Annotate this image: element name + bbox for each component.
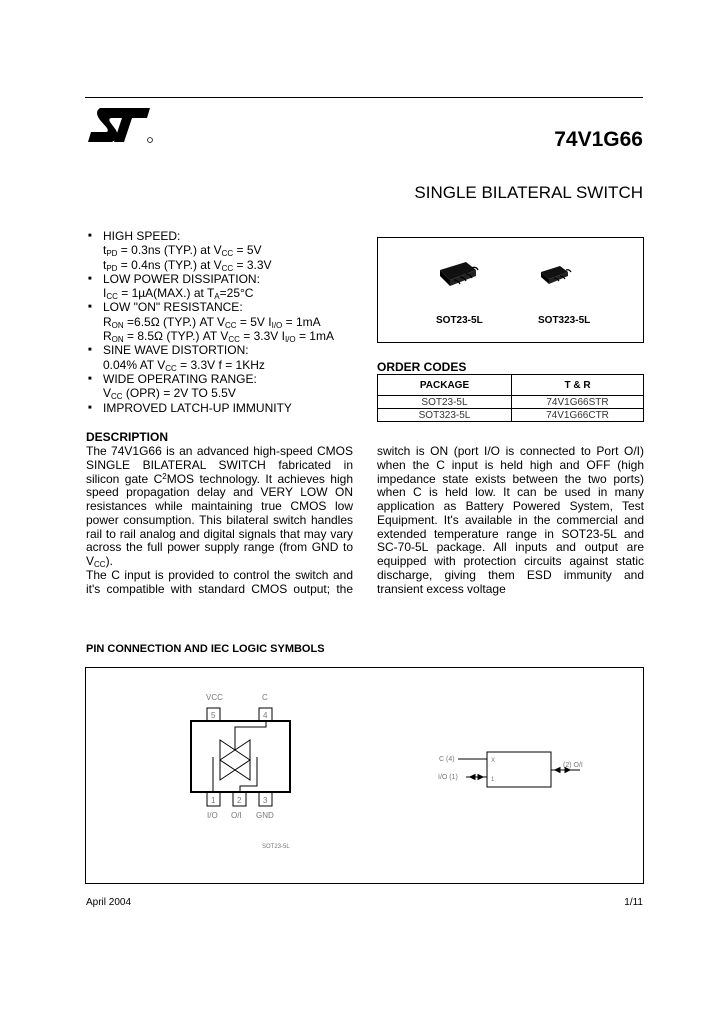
text-run: I/O [271, 320, 283, 330]
iec-logic-symbol [458, 752, 580, 787]
text-run: CC [106, 292, 118, 302]
text-run: HIGH SPEED: [103, 229, 181, 243]
package-label-sot23: SOT23-5L [436, 315, 483, 326]
column-header-package: PACKAGE [378, 375, 512, 396]
text-run: CC [94, 560, 106, 569]
text-run: t [103, 257, 107, 272]
logic-input-c: C (4) [439, 756, 455, 763]
footer-date: April 2004 [86, 897, 132, 908]
text-run: 2 [162, 471, 167, 481]
text-run: WIDE OPERATING RANGE: [103, 371, 257, 386]
pin-label-vcc: VCC [206, 693, 223, 702]
package-caption: SOT23-5L [262, 844, 290, 850]
text-run: =6.5Ω (TYP.) AT V [123, 314, 226, 329]
text-run: = 1mA [295, 329, 334, 344]
bullet-icon: ■ [88, 233, 92, 239]
text-run: = 1mA [282, 314, 321, 329]
order-code-cell: 74V1G66CTR [512, 409, 644, 422]
pin-connection-title: PIN CONNECTION AND IEC LOGIC SYMBOLS [86, 643, 325, 655]
bullet-icon: ■ [88, 347, 92, 354]
pin-label-io: I/O [207, 811, 218, 820]
logic-input-io: I/O (1) [438, 774, 458, 781]
text-run: 0.04% AT V [103, 357, 166, 372]
text-run: V [103, 386, 112, 401]
text-run: The 74V1G66 is an advanced high-speed CMOS [86, 444, 353, 458]
text-run: PD [106, 263, 118, 273]
text-run: The C input is provided to control the switch and [86, 567, 353, 582]
text-run: = 0.3ns (TYP.) at V [117, 243, 222, 258]
text-run: transient excess voltage [377, 581, 506, 596]
pin-label-oi: O/I [231, 811, 242, 820]
text-run: Equipment. It's available in the commercial and [377, 512, 644, 527]
text-run: = 8.5Ω (TYP.) AT V [123, 329, 229, 344]
text-run: (OPR) = 2V TO 5.5V [122, 386, 236, 401]
text-run: = 5V [233, 243, 262, 258]
text-run: PD [106, 249, 118, 259]
logic-pin-x: X [491, 758, 496, 764]
text-run: LOW "ON" RESISTANCE: [103, 300, 243, 315]
text-run: R [103, 314, 112, 329]
text-run: ON [111, 335, 124, 345]
text-run: extended temperature range in SOT23-5L and [377, 526, 644, 541]
text-run: MOS technology. It achieves high [166, 471, 353, 486]
text-run: = 5V I [236, 314, 272, 329]
text-run: speed propagation delay and VERY LOW ON [86, 485, 353, 500]
pin-number-1: 1 [211, 796, 216, 805]
text-run: silicon gate C [86, 471, 163, 486]
text-run: it's compatible with standard CMOS output; the [86, 581, 353, 596]
text-run: CC [228, 335, 240, 345]
pin-number-5: 5 [211, 711, 216, 720]
package-outline [191, 708, 290, 806]
text-run: ). [105, 554, 113, 568]
package-cell: SOT323-5L [378, 409, 512, 422]
text-run: A [214, 292, 220, 302]
text-run: across the full power supply range (from GND to [86, 540, 353, 555]
part-number: 74V1G66 [554, 128, 643, 151]
text-run: IMPROVED LATCH-UP IMMUNITY [103, 400, 292, 415]
description-title: DESCRIPTION [86, 430, 169, 444]
text-run: CC [225, 320, 237, 330]
order-codes-title: ORDER CODES [377, 360, 467, 374]
text-run: V [86, 554, 95, 568]
pin-number-4: 4 [263, 711, 268, 720]
text-run: switch is ON (port I/O is connected to Port O/I) [377, 444, 644, 458]
text-run: = 0.4ns (TYP.) at V [117, 257, 222, 272]
text-run: I/O [284, 335, 296, 345]
text-run: when C is held low. It can be used in many [377, 485, 644, 500]
text-run: = 3.3V I [239, 329, 285, 344]
text-run: I [103, 286, 107, 301]
text-run: when the C input is held high and OFF (high [377, 457, 644, 472]
logic-output-oi: (2) O/I [563, 762, 583, 769]
text-run: CC [221, 249, 234, 259]
text-run: CC [165, 363, 177, 373]
order-code-cell: 74V1G66STR [512, 396, 644, 409]
pin-label-c: C [262, 693, 268, 702]
package-label-sot323: SOT323-5L [538, 315, 591, 326]
text-run: equipped with protection circuits against static [377, 554, 644, 568]
pin-number-3: 3 [263, 796, 268, 805]
text-run: =25°C [219, 286, 254, 301]
text-run: resistances while maintaining true CMOS low [86, 499, 353, 513]
bullet-icon: ■ [88, 304, 92, 311]
document-subtitle: SINGLE BILATERAL SWITCH [414, 183, 643, 202]
text-run: = 1µA(MAX.) at T [117, 286, 215, 301]
text-run: impedance state exists between the two ports) [377, 471, 644, 486]
footer-page-number: 1/11 [624, 897, 643, 908]
text-run: t [103, 243, 107, 258]
text-run: CC [221, 263, 234, 273]
text-run: = 3.3V [233, 257, 272, 272]
text-run: SC-70-5L package. All inputs and output are [377, 540, 644, 555]
bullet-icon: ■ [88, 404, 92, 411]
logic-pin-1: 1 [491, 777, 495, 783]
text-run: CC [111, 392, 123, 402]
text-run: discharge, giving them ESD immunity and [377, 567, 644, 582]
text-run: = 3.3V f = 1KHz [176, 357, 265, 372]
text-run: ON [111, 320, 124, 330]
package-cell: SOT23-5L [378, 396, 512, 409]
text-run: application as Battery Powered System, Test [377, 499, 644, 513]
text-run: SINGLE BILATERAL SWITCH fabricated in [86, 457, 353, 472]
column-header-tr: T & R [512, 375, 644, 396]
pin-label-gnd: GND [256, 811, 274, 820]
text-run: SINE WAVE DISTORTION: [103, 343, 249, 358]
bullet-icon: ■ [88, 375, 92, 382]
text-run: LOW POWER DISSIPATION: [103, 271, 260, 286]
pin-number-2: 2 [237, 796, 242, 805]
bullet-icon: ■ [88, 275, 92, 282]
text-run: rail to rail analog and digital signals that may vary [86, 526, 353, 541]
text-run: R [103, 329, 112, 344]
text-run: power consumption. This bilateral switch handles [86, 512, 353, 527]
